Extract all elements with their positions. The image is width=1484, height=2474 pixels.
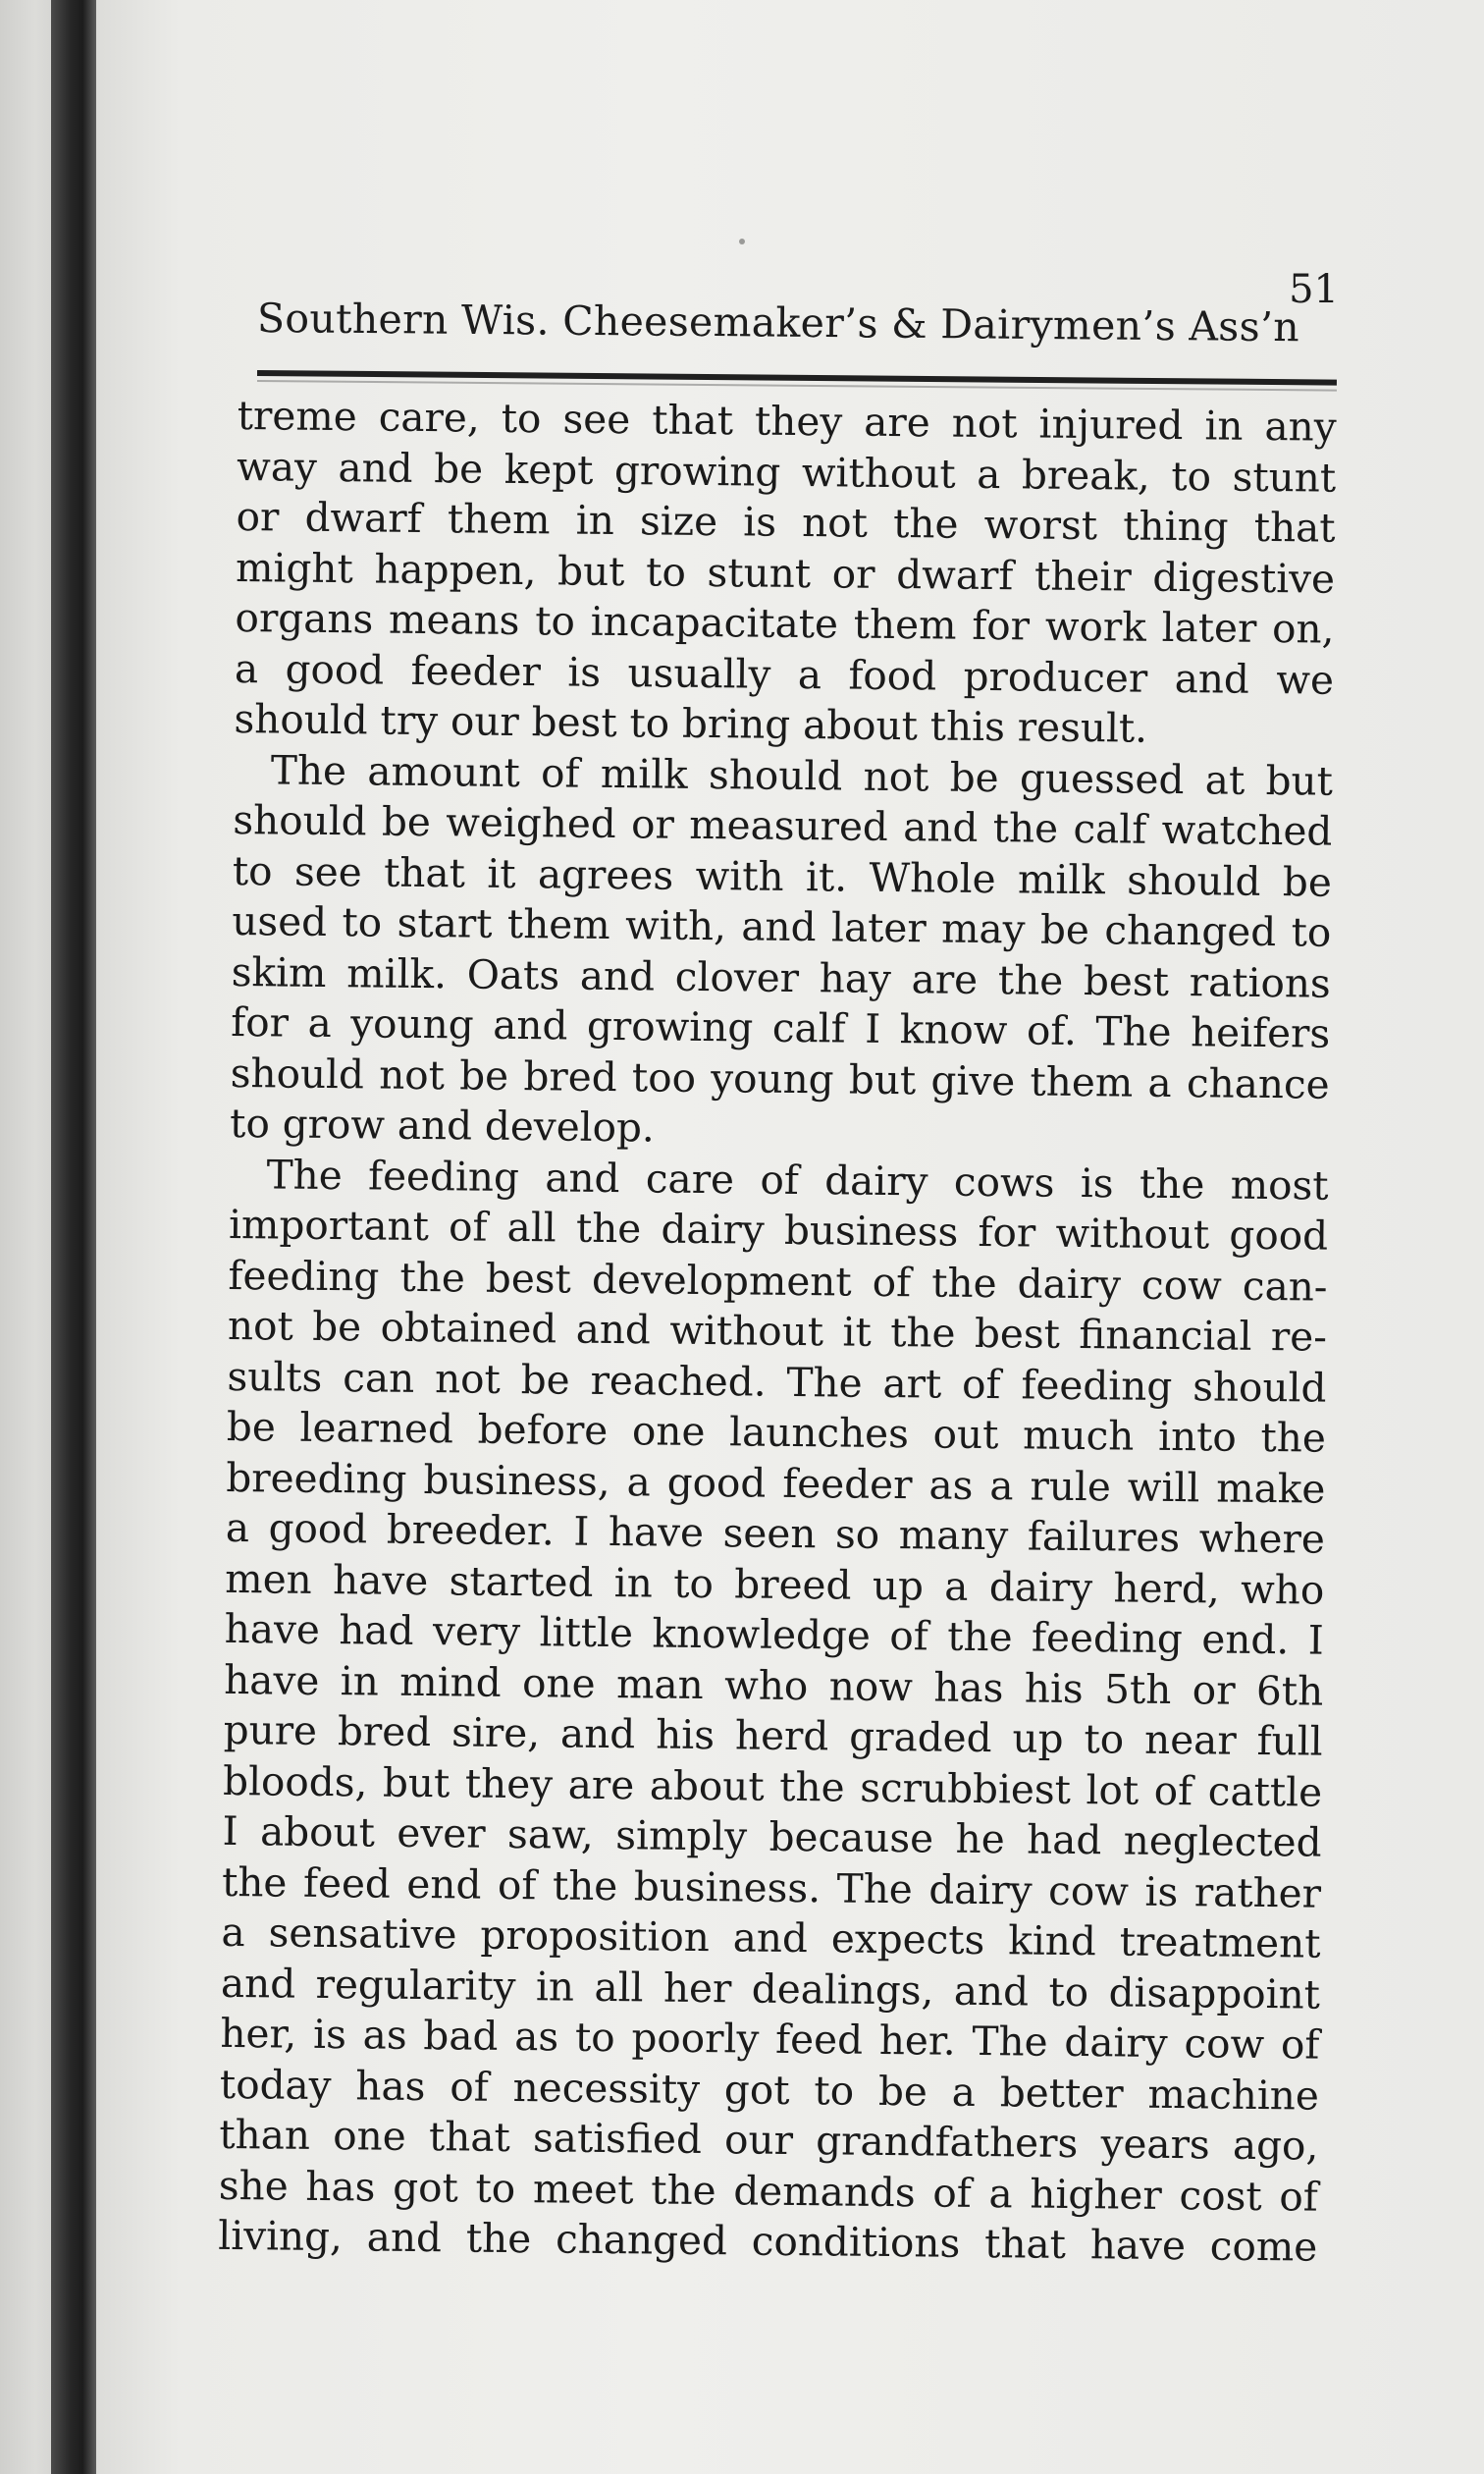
page-margin-left	[0, 0, 59, 2474]
text-line: today has of necessity got to be a better machine	[219, 2060, 1320, 2120]
text-line: to see that it agrees with it. Whole milk should be	[232, 846, 1333, 906]
text-line: I about ever saw, simply because he had neglected	[222, 1806, 1322, 1866]
book-gutter	[51, 0, 96, 2474]
text-line: have in mind one man who now has his 5th or 6th	[224, 1655, 1324, 1715]
text-line: men have started in to breed up a dairy herd, who	[225, 1554, 1325, 1614]
text-line: should be weighed or measured and the calf watched	[233, 795, 1333, 855]
text-line: important of all the dairy business for without good	[228, 1200, 1329, 1260]
dust-speck	[739, 239, 745, 244]
text-line: a good breeder. I have seen so many failures where	[225, 1503, 1326, 1563]
text-line: the feed end of the business. The dairy cow is rather	[221, 1857, 1322, 1917]
text-line: be learned before one launches out much into the	[226, 1402, 1327, 1462]
text-line: bloods, but they are about the scrubbiest lot of cattle	[222, 1756, 1323, 1816]
text-line: or dwarf them in size is not the worst thing that	[236, 492, 1336, 552]
text-line: living, and the changed conditions that have come	[218, 2211, 1318, 2271]
page-number: 51	[1289, 267, 1339, 312]
text-line: should not be bred too young but give them a chance	[230, 1049, 1330, 1108]
paragraph-start-line: The amount of milk should not be guessed at but	[270, 745, 1334, 805]
text-line: treme care, to see that they are not injured in any	[237, 391, 1337, 451]
text-line: a good feeder is usually a food producer and we	[234, 644, 1335, 704]
text-line: and regularity in all her dealings, and to disappoint	[220, 1959, 1321, 2018]
text-line: to grow and develop.	[229, 1099, 656, 1152]
text-line: feeding the best development of the dairy cow can-	[228, 1251, 1328, 1311]
text-line: not be obtained and without it the best financial re-	[227, 1301, 1328, 1361]
text-line: a sensative proposition and expects kind treatment	[221, 1908, 1321, 1967]
text-line: she has got to meet the demands of a higher cost of	[218, 2161, 1319, 2221]
text-line: used to start them with, and later may be changed to	[232, 896, 1332, 956]
text-line: than one that satisfied our grandfathers years ago,	[219, 2110, 1319, 2170]
paragraph-start-line: The feeding and care of dairy cows is the most	[266, 1150, 1329, 1210]
text-line: should try our best to bring about this result.	[234, 694, 1148, 752]
text-line: might happen, but to stunt or dwarf their digestive	[235, 543, 1336, 603]
body-text	[218, 391, 1337, 2273]
text-line: way and be kept growing without a break, to stunt	[236, 442, 1337, 502]
text-line: skim milk. Oats and clover hay are the best rations	[231, 947, 1331, 1007]
running-head: Southern Wis. Cheesemaker’s & Dairymen’s Ass’n	[256, 295, 1300, 351]
text-line: sults can not be reached. The art of feeding should	[227, 1352, 1327, 1412]
text-line: organs means to incapacitate them for work later on,	[235, 593, 1335, 653]
text-line: her, is as bad as to poorly feed her. The dairy cow of	[220, 2009, 1320, 2069]
text-line: breeding business, a good feeder as a rule will make	[226, 1453, 1326, 1513]
text-line: for a young and growing calf I know of. The heifers	[231, 997, 1331, 1057]
text-line: pure bred sire, and his herd graded up to near full	[223, 1705, 1323, 1765]
text-line: have had very little knowledge of the feeding end. I	[224, 1604, 1324, 1664]
